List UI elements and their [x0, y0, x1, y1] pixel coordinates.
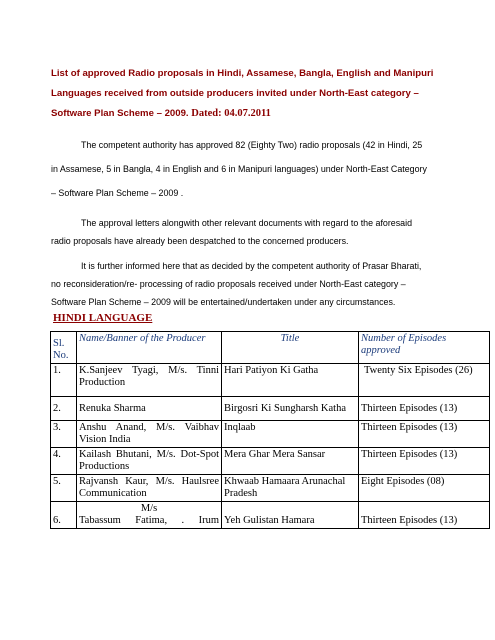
- cell-episodes: Thirteen Episodes (13): [359, 502, 490, 529]
- cell-episodes: Eight Episodes (08): [359, 475, 490, 502]
- cell-producer: Anshu Anand, M/s. Vaibhav Vision India: [77, 421, 222, 448]
- paragraph-line: It is further informed here that as decided by the competent authority of Prasar Bharati,: [81, 261, 422, 271]
- column-header-title: Title: [222, 332, 359, 364]
- paragraph-line: The competent authority has approved 82 (Eighty Two) radio proposals (42 in Hindi, 25: [81, 140, 423, 150]
- cell-sl: 1.: [51, 364, 77, 397]
- paragraph-line: The approval letters alongwith other relevant documents with regard to the aforesaid: [81, 218, 413, 228]
- column-header-producer: Name/Banner of the Producer: [77, 332, 222, 364]
- cell-episodes: Thirteen Episodes (13): [359, 421, 490, 448]
- hindi-proposals-table: [50, 331, 490, 529]
- cell-episodes: Thirteen Episodes (13): [359, 448, 490, 475]
- cell-sl: 3.: [51, 421, 77, 448]
- paragraph-reconsideration: [51, 258, 471, 310]
- cell-sl: 5.: [51, 475, 77, 502]
- cell-title: Mera Ghar Mera Sansar: [222, 448, 359, 475]
- cell-producer: Renuka Sharma: [77, 397, 222, 421]
- cell-episodes: Twenty Six Episodes (26): [359, 364, 490, 397]
- cell-sl: 4.: [51, 448, 77, 475]
- cell-title: Yeh Gulistan Hamara: [222, 502, 359, 529]
- producer-name: Tabassum Fatima, . Irum: [79, 515, 219, 526]
- cell-producer: K.Sanjeev Tyagi, M/s. Tinni Production: [77, 364, 222, 397]
- document-heading: [51, 67, 451, 120]
- table-row: [51, 502, 490, 529]
- cell-title: Inqlaab: [222, 421, 359, 448]
- heading-line-2: Languages received from outside producers invited under North-East category –: [51, 88, 419, 99]
- heading-line-3: [51, 107, 451, 120]
- table-row: [51, 364, 490, 397]
- paragraph-line: – Software Plan Scheme – 2009 .: [51, 188, 184, 198]
- paragraph-approval: [51, 137, 471, 201]
- cell-title: Birgosri Ki Sungharsh Katha: [222, 397, 359, 421]
- paragraph-letters: [51, 215, 471, 249]
- table-header-row: [51, 332, 490, 364]
- heading-date: Dated: 04.07.2011: [191, 108, 271, 119]
- paragraph-line: radio proposals have already been despatched to the concerned producers.: [51, 236, 349, 246]
- cell-title: Khwaab Hamaara Arunachal Pradesh: [222, 475, 359, 502]
- heading-line-1: List of approved Radio proposals in Hindi, Assamese, Bangla, English and Manipuri: [51, 68, 434, 79]
- column-header-episodes: Number of Episodes approved: [359, 332, 490, 364]
- table-row: [51, 475, 490, 502]
- cell-producer: [77, 502, 222, 529]
- table-row: [51, 397, 490, 421]
- heading-scheme: Software Plan Scheme – 2009.: [51, 108, 189, 119]
- section-title: HINDI LANGUAGE: [53, 312, 153, 324]
- cell-sl: 2.: [51, 397, 77, 421]
- paragraph-line: Software Plan Scheme – 2009 will be entertained/undertaken under any circumstances.: [51, 297, 396, 307]
- cell-episodes: Thirteen Episodes (13): [359, 397, 490, 421]
- cell-sl: 6.: [51, 502, 77, 529]
- table-row: [51, 421, 490, 448]
- cell-producer: Rajvansh Kaur, M/s. Haulsree Communication: [77, 475, 222, 502]
- paragraph-line: no reconsideration/re- processing of radio proposals received under North-East category –: [51, 279, 406, 289]
- producer-prefix: M/s: [140, 503, 158, 514]
- cell-title: Hari Patiyon Ki Gatha: [222, 364, 359, 397]
- cell-producer: Kailash Bhutani, M/s. Dot-Spot Productions: [77, 448, 222, 475]
- table-row: [51, 448, 490, 475]
- column-header-sl: Sl. No.: [51, 332, 77, 364]
- paragraph-line: in Assamese, 5 in Bangla, 4 in English and 6 in Manipuri languages) under North-East Category: [51, 164, 427, 174]
